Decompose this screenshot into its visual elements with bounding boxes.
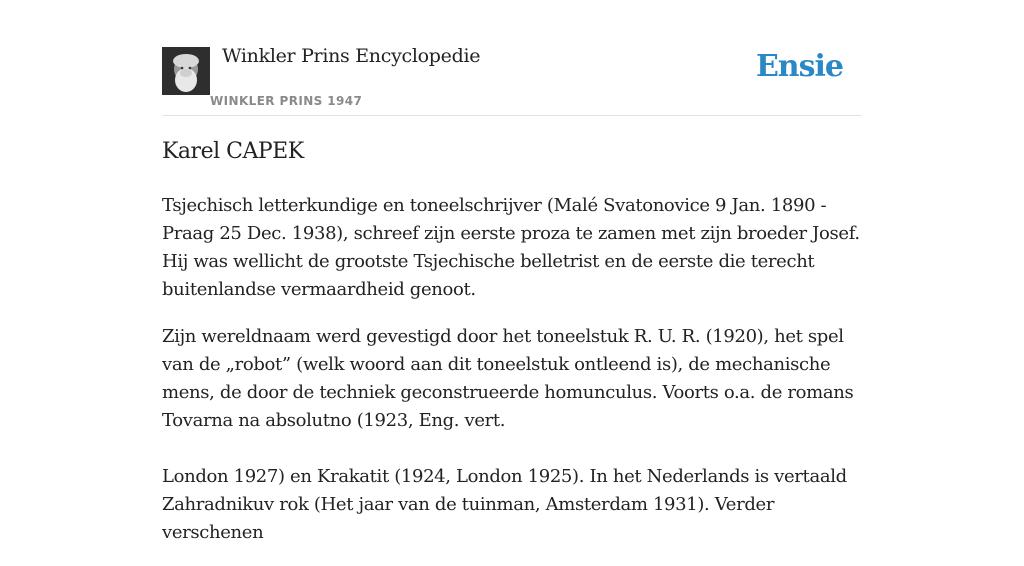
article-body (162, 192, 862, 566)
article-paragraph: London 1927) en Krakatit (1924, London 1925). In het Nederlands is vertaald Zahradnikuv rok (Het jaar van de tuinman, Amsterdam 1931). Verder verschenen (162, 466, 847, 543)
source-subtitle[interactable]: WINKLER PRINS 1947 (210, 94, 363, 108)
header (162, 0, 862, 116)
article-paragraph: Zijn wereldnaam werd gevestigd door het toneelstuk R. U. R. (1920), het spel van de „robot” (welk woord aan dit toneelstuk ontleend is), de mechanische mens, de door de techniek geconstrueerde homunculus. Voorts o.a. de romans Tovarna na absolutno (1923, Eng. vert. (162, 326, 854, 431)
brand-logo[interactable]: Ensie (755, 49, 843, 84)
article-title: Karel CAPEK (162, 139, 304, 164)
bearded-man-portrait-icon[interactable] (162, 47, 210, 95)
source-title[interactable]: Winkler Prins Encyclopedie (222, 45, 481, 67)
article-paragraph: Tsjechisch letterkundige en toneelschrijver (Malé Svatonovice 9 Jan. 1890 - Praag 25 Dec. 1938), schreef zijn eerste proza te zamen met zijn broeder Josef. Hij was wellicht de grootste Tsjechische belletrist en de eerste die terecht buitenlandse vermaardheid genoot. (162, 195, 860, 300)
